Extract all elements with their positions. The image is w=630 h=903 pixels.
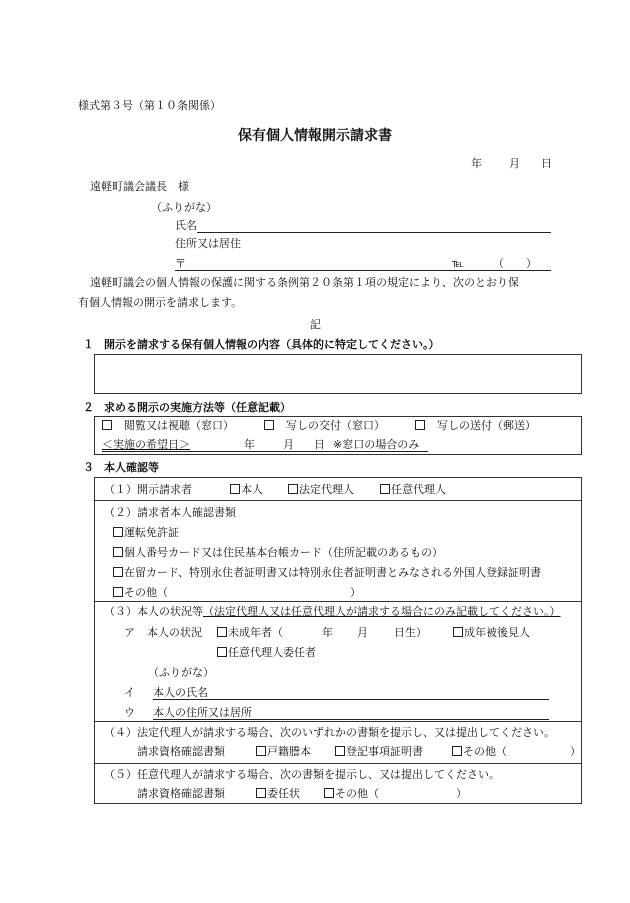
section3-divider-1 [94, 500, 582, 501]
section1-number: １ [83, 338, 94, 351]
r3-option-delegator-label: 任意代理人委任者 [228, 646, 316, 659]
r5-option-proxy-label: 委任状 [267, 787, 300, 800]
section3-divider-4 [94, 763, 582, 764]
r3-a-mark: ア [124, 626, 135, 639]
r3-u-label: 本人の住所又は居所 [153, 706, 252, 719]
r5-option-other[interactable] [324, 787, 379, 801]
r2-item-residence-card[interactable] [113, 566, 541, 580]
checkbox-icon[interactable] [217, 647, 227, 657]
r3-label-prefix: （３）本人の状況等 [104, 605, 203, 618]
ki-mark: 記 [310, 318, 321, 331]
intro-line-2: 有個人情報の開示を請求します。 [78, 296, 243, 309]
r3-furigana: （ふりがな） [148, 666, 214, 679]
section3-number: ３ [83, 461, 94, 474]
option-copy-counter[interactable] [264, 419, 385, 433]
section3-divider-3 [94, 721, 582, 722]
r3-option-ward-label: 成年被後見人 [464, 626, 530, 639]
checkbox-icon[interactable] [264, 420, 274, 430]
section2-title: 求める開示の実施方法等（任意記載） [104, 401, 291, 414]
r3-minor-month: 月 [357, 626, 368, 639]
r3-address-field[interactable] [153, 719, 549, 720]
option-copy-counter-label: 写しの交付（窓口） [286, 419, 385, 432]
date-day: 日 [541, 157, 552, 170]
checkbox-icon[interactable] [113, 587, 123, 597]
r5-other-close: ） [456, 787, 467, 800]
r1-option-legal[interactable] [288, 483, 354, 497]
checkbox-icon[interactable] [230, 484, 240, 494]
r3-option-delegator[interactable] [217, 646, 316, 660]
date-month: 月 [509, 157, 520, 170]
r4-other-close: ） [570, 745, 581, 758]
r1-option-voluntary[interactable] [380, 483, 446, 497]
r4-option-other[interactable] [452, 745, 507, 759]
r3-minor-year: 年 [322, 626, 333, 639]
r3-option-minor[interactable] [217, 626, 283, 640]
checkbox-icon[interactable] [113, 567, 123, 577]
r4-option-koseki[interactable] [256, 745, 311, 759]
wish-month: 月 [283, 438, 294, 451]
r1-option-self-label: 本人 [241, 483, 263, 496]
r2-label: （２）請求者本人確認書類 [104, 506, 236, 519]
r5-option-proxy[interactable] [256, 787, 300, 801]
wish-date-label: ＜実施の希望日＞ [102, 438, 190, 451]
wish-date-underline [102, 451, 428, 452]
tel-label: ℡ [452, 257, 464, 270]
option-view[interactable] [102, 419, 234, 433]
r4-label: （４）法定代理人が請求する場合、次のいずれかの書類を提示し、又は提出してください。 [104, 726, 555, 739]
r3-name-field[interactable] [153, 699, 549, 700]
checkbox-icon[interactable] [217, 627, 227, 637]
r2-item-number-card[interactable] [113, 546, 443, 560]
checkbox-icon[interactable] [452, 746, 462, 756]
checkbox-icon[interactable] [380, 484, 390, 494]
intro-line-1: 遠軽町議会の個人情報の保護に関する条例第２０条第１項の規定により、次のとおり保 [90, 276, 519, 289]
date-year: 年 [471, 157, 482, 170]
r1-option-self[interactable] [230, 483, 263, 497]
checkbox-icon[interactable] [113, 547, 123, 557]
checkbox-icon[interactable] [256, 746, 266, 756]
form-number: 様式第３号（第１０条関係） [78, 99, 221, 112]
r1-label: （１）開示請求者 [104, 483, 192, 496]
checkbox-icon[interactable] [415, 420, 425, 430]
option-copy-mail-label: 写しの送付（郵送） [437, 419, 536, 432]
wish-year: 年 [244, 438, 255, 451]
r2-other-close: ） [350, 586, 361, 599]
r4-docs-label: 請求資格確認書類 [137, 745, 225, 758]
r3-u-mark: ウ [124, 706, 135, 719]
tel-paren: （ ） [493, 257, 537, 270]
checkbox-icon[interactable] [453, 627, 463, 637]
r4-option-registry[interactable] [335, 745, 423, 759]
applicant-address-label: 住所又は居住 [175, 237, 241, 250]
section3-divider-2 [94, 601, 582, 602]
r5-label: （５）任意代理人が請求する場合、次の書類を提示し、又は提出してください。 [104, 768, 500, 781]
r1-option-voluntary-label: 任意代理人 [391, 483, 446, 496]
wish-note: ※窓口の場合のみ [333, 438, 420, 451]
r2-item-label: 運転免許証 [124, 526, 179, 539]
r3-option-ward[interactable] [453, 626, 530, 640]
page-title: 保有個人情報開示請求書 [238, 128, 392, 144]
r5-docs-label: 請求資格確認書類 [137, 787, 225, 800]
r2-item-label: 個人番号カード又は住民基本台帳カード（住所記載のあるもの） [124, 546, 443, 559]
r2-item-label: その他（ [124, 586, 168, 599]
r3-option-minor-label: 未成年者（ [228, 626, 283, 639]
r3-a-label: 本人の状況 [147, 626, 202, 639]
option-copy-mail[interactable] [415, 419, 536, 433]
applicant-address-field[interactable] [175, 270, 551, 271]
section1-title: 開示を請求する保有個人情報の内容（具体的に特定してください。） [104, 338, 440, 351]
r4-option-registry-label: 登記事項証明書 [346, 745, 423, 758]
applicant-name-field[interactable] [197, 232, 551, 233]
applicant-furigana: （ふりがな） [151, 201, 217, 214]
addressee: 遠軽町議会議長 様 [90, 180, 189, 193]
r2-item-other[interactable] [113, 586, 168, 600]
section2-number: ２ [83, 401, 94, 414]
checkbox-icon[interactable] [324, 788, 334, 798]
r2-item-license[interactable] [113, 526, 179, 540]
applicant-name-label: 氏名 [175, 219, 197, 232]
section1-content-box[interactable] [94, 354, 582, 394]
checkbox-icon[interactable] [256, 788, 266, 798]
r4-option-other-label: その他（ [463, 745, 507, 758]
wish-day: 日 [314, 438, 325, 451]
section3-title: 本人確認等 [104, 461, 159, 474]
r2-item-label: 在留カード、特別永住者証明書又は特別永住者証明書とみなされる外国人登録証明書 [124, 566, 542, 579]
checkbox-icon[interactable] [102, 420, 112, 430]
checkbox-icon[interactable] [335, 746, 345, 756]
checkbox-icon[interactable] [113, 527, 123, 537]
postal-mark: 〒 [175, 257, 186, 270]
r3-label-note: （法定代理人又は任意代理人が請求する場合にのみ記載してください。） [203, 605, 561, 618]
r4-option-koseki-label: 戸籍謄本 [267, 745, 311, 758]
option-view-label: 閲覧又は視聴（窓口） [124, 419, 234, 432]
checkbox-icon[interactable] [288, 484, 298, 494]
r3-i-mark: イ [124, 686, 135, 699]
r3-label [104, 605, 561, 619]
r5-option-other-label: その他（ [335, 787, 379, 800]
r3-minor-born: 日生） [394, 626, 427, 639]
r1-option-legal-label: 法定代理人 [299, 483, 354, 496]
r3-i-label: 本人の氏名 [153, 686, 208, 699]
